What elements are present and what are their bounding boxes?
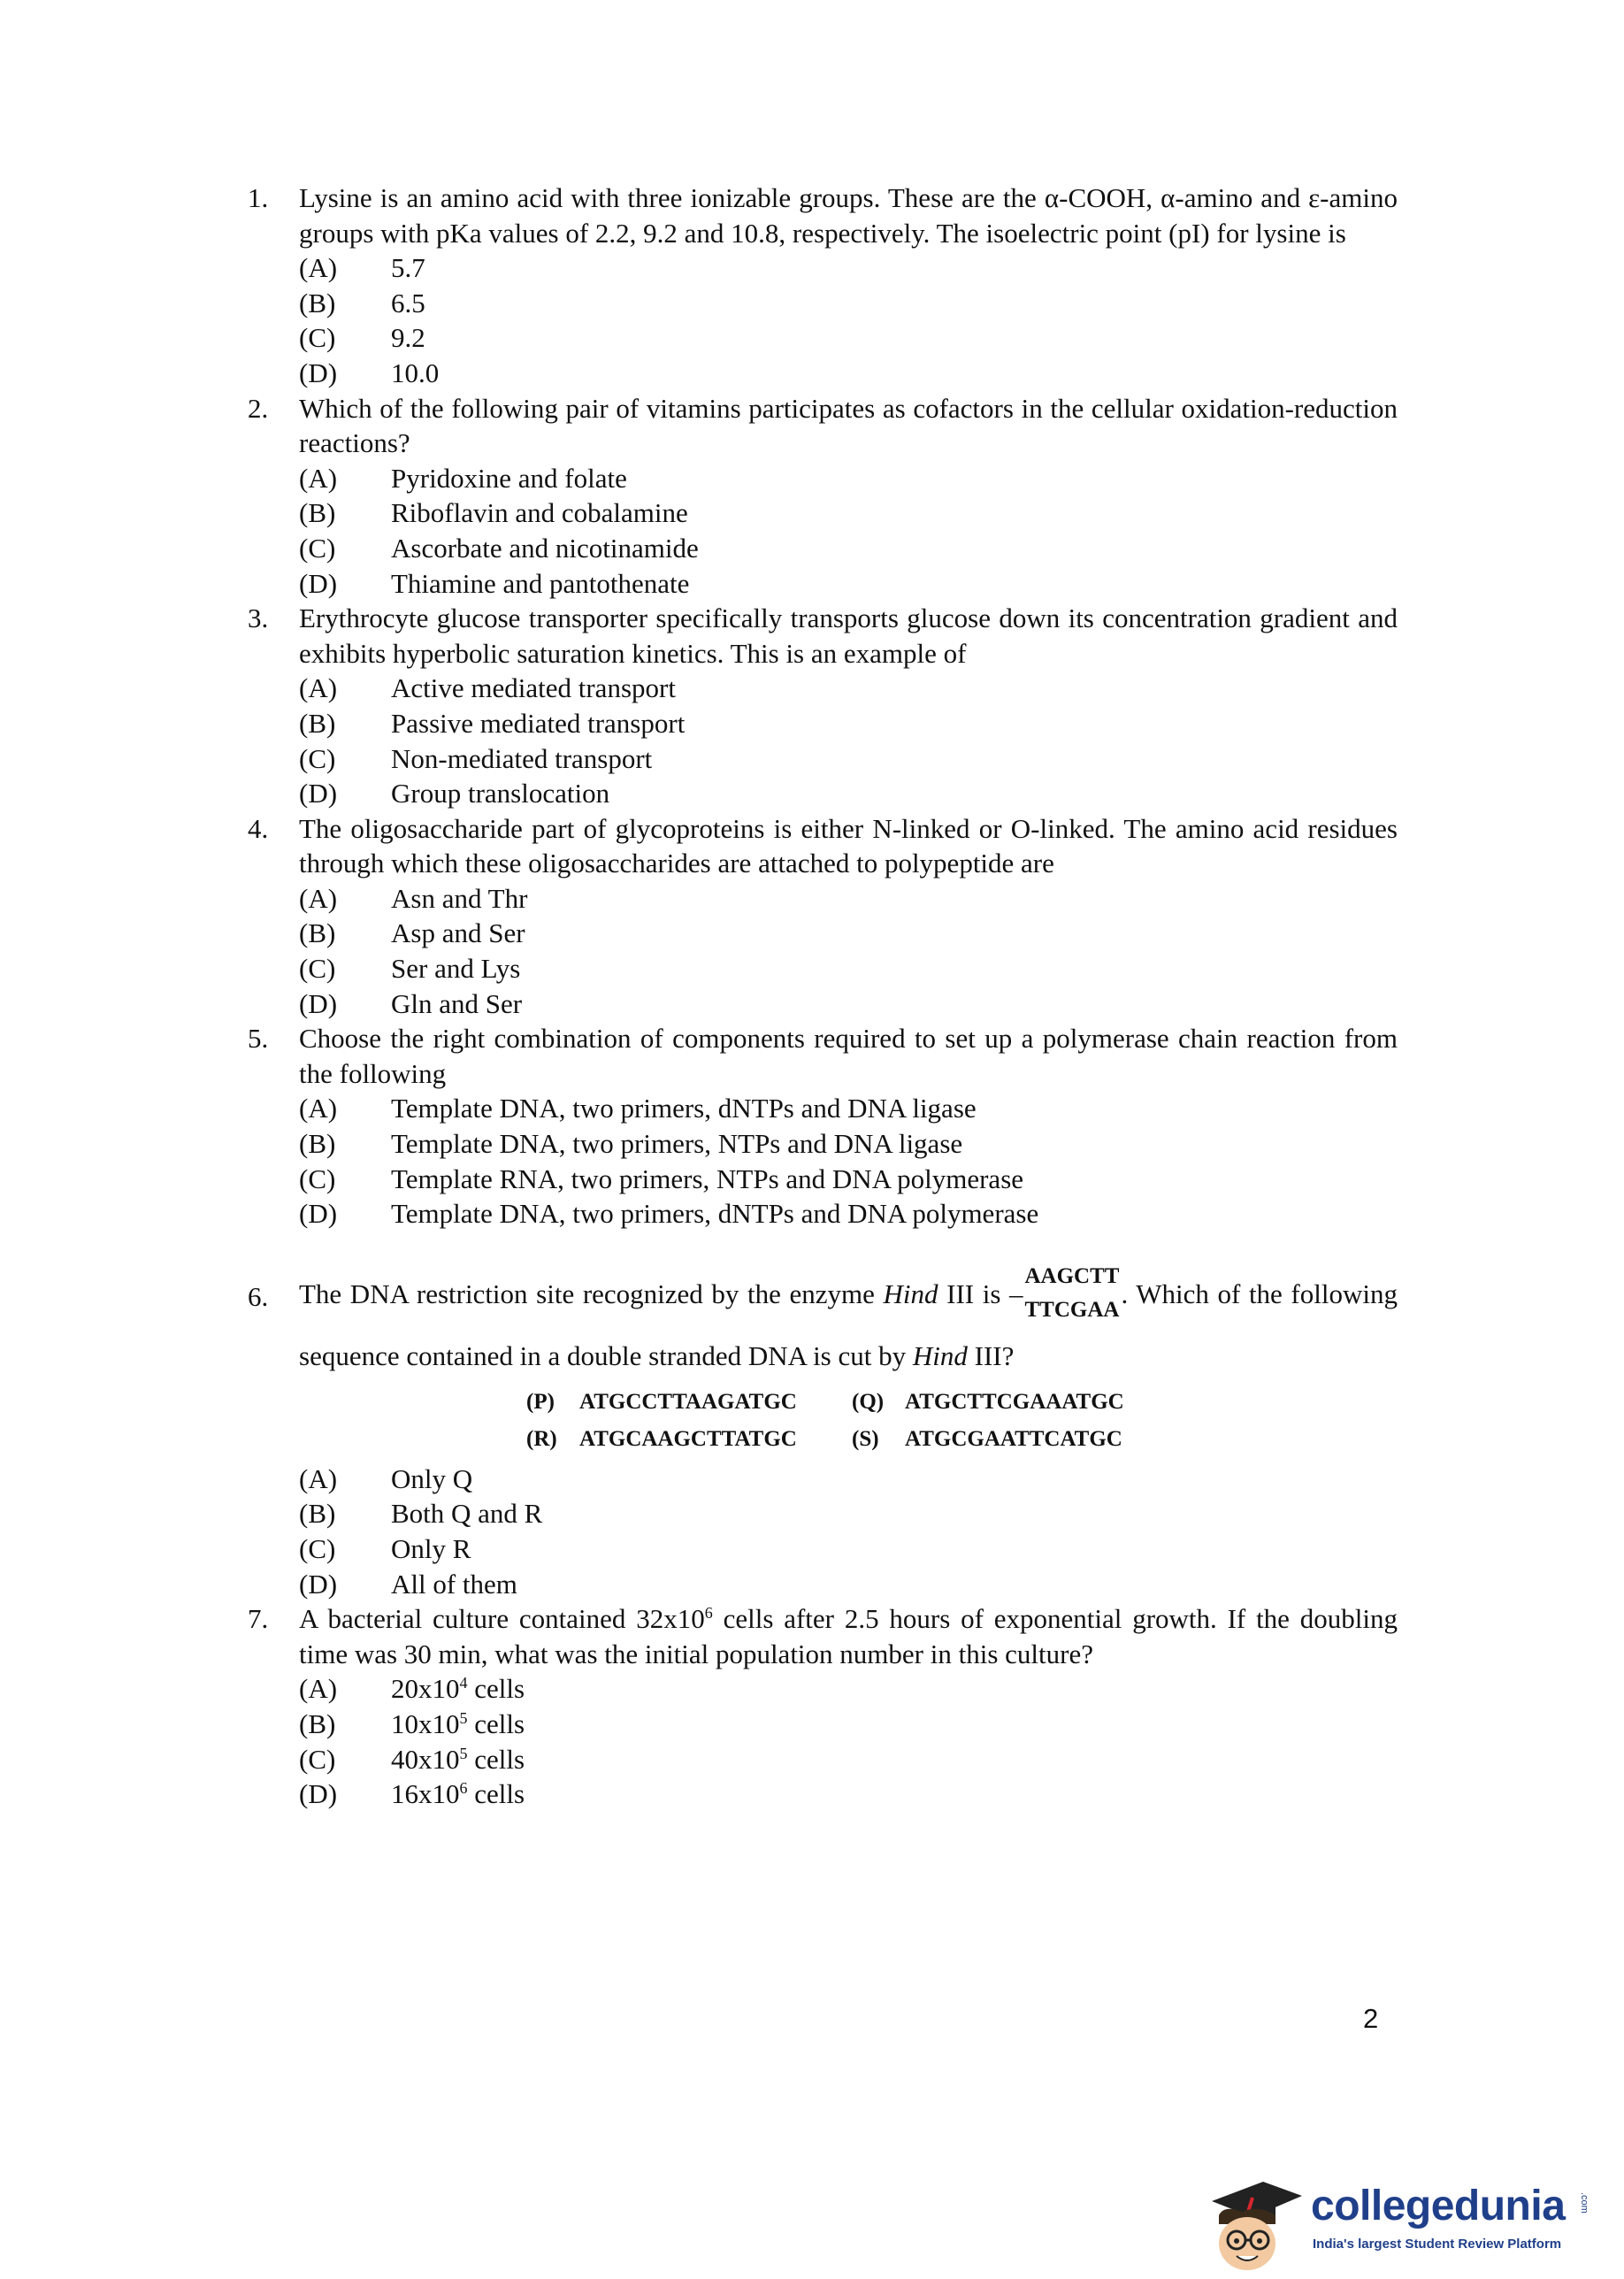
question-number: 6. (248, 1280, 269, 1312)
question-text: Lysine is an amino acid with three ionizable groups. These are the α-COOH, α-amino and ε-amino groups with pKa values of 2.2, 9.2 and 10.8, respectively. The isoelectric point (pI) for lysine is (299, 182, 1398, 249)
option-d: (D) Gln and Ser (299, 987, 523, 1019)
question-7 (248, 1601, 1398, 1812)
option-b: (B) Asp and Ser (299, 917, 525, 949)
brand-name: collegedunia (1311, 2183, 1566, 2229)
option-c: (C) Ascorbate and nicotinamide (299, 532, 699, 564)
question-text: The DNA restriction site recognized by the enzyme Hind III is – AAGCTT TTCGAA . Which of the following sequence contained in a double stranded DNA is cut by Hind III? (299, 1263, 1398, 1382)
enzyme-name: Hind (883, 1278, 938, 1309)
option-a: (A) Active mediated transport (299, 672, 676, 704)
option-a: (A) Only Q (299, 1462, 473, 1494)
brand-logo[interactable] (1203, 2166, 1592, 2279)
question-number: 2. (248, 392, 269, 424)
option-d: (D) 10.0 (299, 357, 440, 388)
question-number: 1. (248, 182, 269, 213)
question-6 (248, 1263, 1398, 1601)
option-a: (A) 5.7 (299, 252, 425, 284)
question-text: Choose the right combination of components required to set up a polymerase chain reaction from the following (299, 1023, 1398, 1089)
question-text: A bacterial culture contained $32x10^6$ cells after 2.5 hours of exponential growth. If the doubling time was 30 min, what was the initial population number in this culture? (299, 1603, 1398, 1669)
option-a: (A) Template DNA, two primers, dNTPs and DNA ligase (299, 1093, 977, 1124)
option-d: (D) $16x10^6$ cells (299, 1778, 525, 1810)
option-d: (D) Template DNA, two primers, dNTPs and DNA polymerase (299, 1198, 1039, 1230)
option-d: (D) Group translocation (299, 778, 610, 810)
option-c: (C) Template RNA, two primers, NTPs and DNA polymerase (299, 1163, 1024, 1194)
option-c: (C) 9.2 (299, 322, 425, 354)
question-2 (248, 391, 1398, 602)
question-number: 4. (248, 812, 269, 844)
option-a: (A) Pyridoxine and folate (299, 462, 627, 494)
option-c: (C) Non-mediated transport (299, 742, 653, 774)
option-b: (B) Template DNA, two primers, NTPs and DNA ligase (299, 1128, 963, 1160)
brand-domain: .com (1579, 2192, 1590, 2214)
question-3 (248, 601, 1398, 811)
question-number: 7. (248, 1603, 269, 1635)
option-b: (B) Both Q and R (299, 1498, 543, 1530)
option-d: (D) All of them (299, 1568, 517, 1600)
option-a: (A) Asn and Thr (299, 882, 528, 914)
question-1 (248, 180, 1398, 391)
site-top-strand: AAGCTT (1024, 1263, 1120, 1288)
option-c: (C) Only R (299, 1533, 471, 1564)
sequence-row: (P) ATGCCTTAAGATGC (Q) ATGCTTCGAAATGC (526, 1389, 1124, 1414)
question-list (248, 180, 1398, 1812)
question-text: Erythrocyte glucose transporter specifically transports glucose down its concentration gradient and exhibits hyperbolic saturation kinetics. This is an example of (299, 602, 1398, 669)
sequence-table (526, 1384, 1398, 1458)
sequence-row: (R) ATGCAAGCTTATGC (S) ATGCGAATTCATGC (526, 1426, 1122, 1451)
option-b: (B) Passive mediated transport (299, 707, 686, 739)
option-b: (B) Riboflavin and cobalamine (299, 497, 688, 529)
restriction-site (1025, 1260, 1120, 1327)
brand-tagline: India's largest Student Review Platform (1313, 2237, 1562, 2252)
option-b: (B) $10x10^5$ cells (299, 1707, 525, 1739)
question-4 (248, 811, 1398, 1022)
question-text: Which of the following pair of vitamins participates as cofactors in the cellular oxidation-reduction reactions? (299, 392, 1398, 459)
question-5 (248, 1021, 1398, 1232)
option-d: (D) Thiamine and pantothenate (299, 567, 690, 599)
enzyme-name: Hind (912, 1339, 968, 1371)
question-number: 5. (248, 1023, 269, 1055)
option-c: (C) Ser and Lys (299, 953, 521, 985)
site-bottom-strand: TTCGAA (1024, 1297, 1120, 1322)
mascot-icon (1203, 2166, 1309, 2279)
question-text: The oligosaccharide part of glycoproteins is either N-linked or O-linked. The amino acid residues through which these oligosaccharides are attached to polypeptide are (299, 812, 1398, 879)
option-b: (B) 6.5 (299, 287, 425, 318)
question-number: 3. (248, 602, 269, 634)
option-a: (A) $20x10^4$ cells (299, 1673, 525, 1705)
option-c: (C) $40x10^5$ cells (299, 1743, 525, 1775)
page-number: 2 (1363, 2003, 1379, 2034)
